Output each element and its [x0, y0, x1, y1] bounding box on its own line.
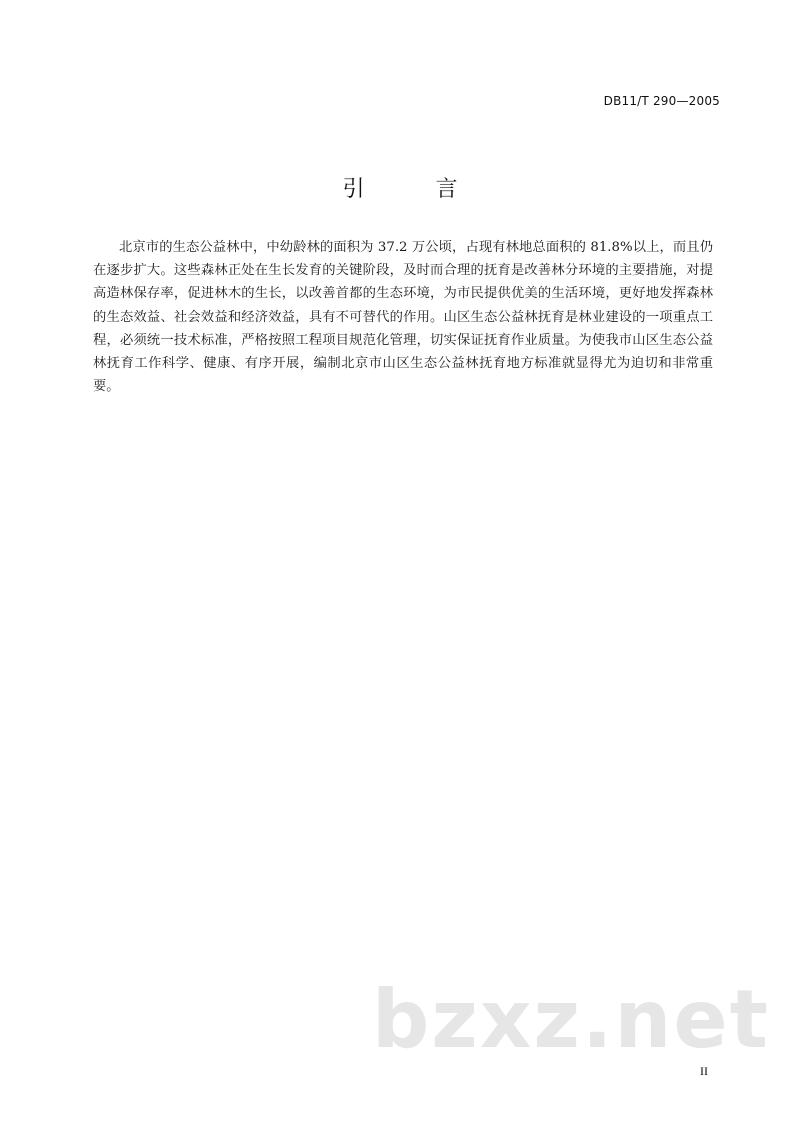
page-title: 引 言	[342, 177, 490, 202]
watermark: bzxz.net	[372, 973, 770, 1066]
introduction-paragraph: 北京市的生态公益林中，中幼龄林的面积为 37.2 万公顷，占现有林地总面积的 81.8%以上，而且仍在逐步扩大。这些森林正处在生长发育的关键阶段，及时而合理的抚育是改善林分环境的主要措施，对提高造林保存率，促进林木的生长，以改善首都的生态环境，为市民提供优美的生活环境，更好地发挥森林的生态效益、社会效益和经济效益，具有不可替代的作用。山区生态公益林抚育是林业建设的一项重点工程，必须统一技术标准，严格按照工程项目规范化管理，切实保证抚育作业质量。为使我市山区生态公益林抚育工作科学、健康、有序开展，编制北京市山区生态公益林抚育地方标准就显得尤为迫切和非常重要。	[93, 240, 713, 395]
document-code: DB11/T 290—2005	[603, 94, 720, 108]
page-number: II	[700, 1064, 708, 1078]
